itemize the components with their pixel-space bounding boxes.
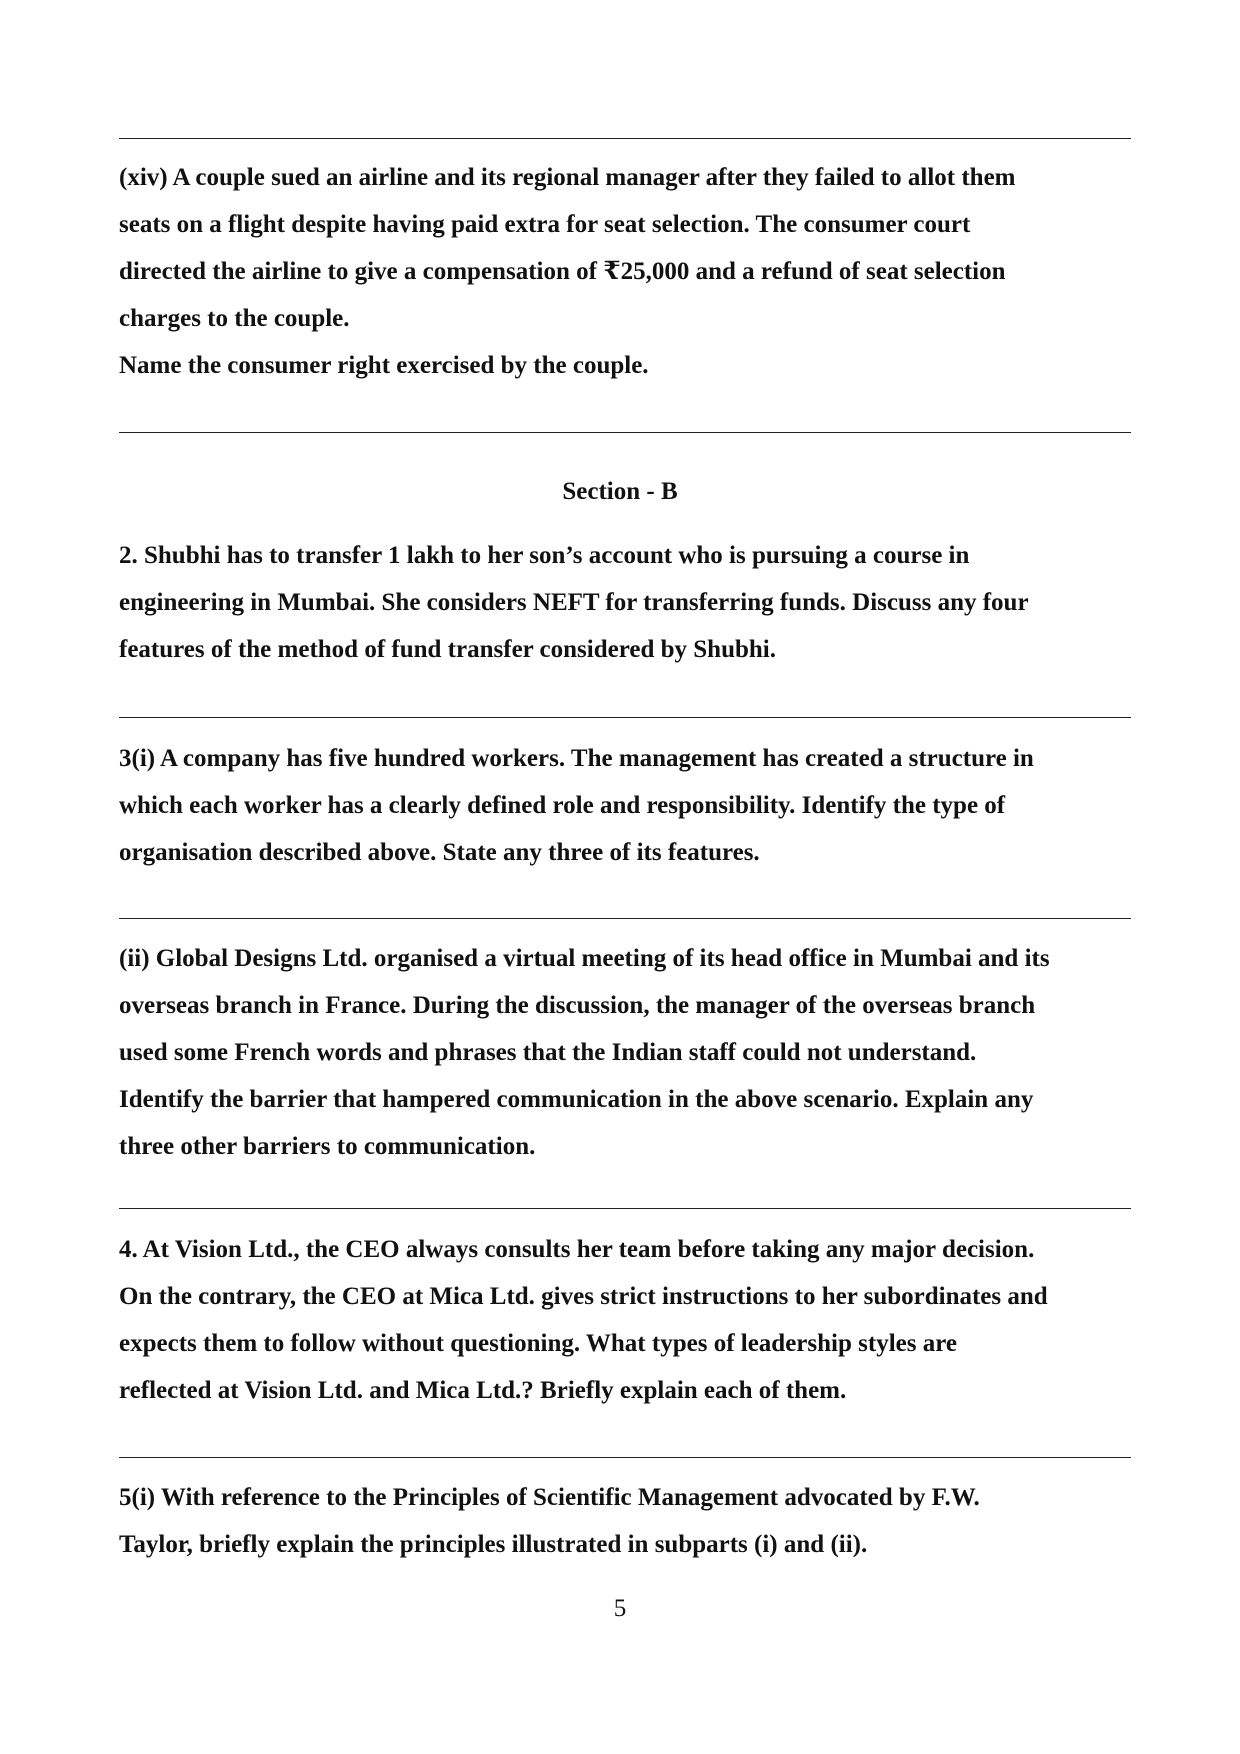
divider bbox=[119, 138, 1131, 139]
divider bbox=[119, 717, 1131, 718]
divider bbox=[119, 1457, 1131, 1458]
question-line: three other barriers to communication. bbox=[119, 1133, 536, 1160]
divider bbox=[119, 1208, 1131, 1209]
question-line: overseas branch in France. During the discussion, the manager of the overseas branch bbox=[119, 992, 1036, 1019]
question-2 bbox=[119, 532, 1131, 673]
question-line: Name the consumer right exercised by the couple. bbox=[119, 352, 649, 379]
question-line: expects them to follow without questioning. What types of leadership styles are bbox=[119, 1330, 957, 1357]
question-line: (xiv) A couple sued an airline and its regional manager after they failed to allot them bbox=[119, 164, 1016, 191]
question-line: charges to the couple. bbox=[119, 305, 350, 332]
question-line: used some French words and phrases that the Indian staff could not understand. bbox=[119, 1039, 977, 1066]
question-5i bbox=[119, 1474, 1131, 1568]
question-line: On the contrary, the CEO at Mica Ltd. gives strict instructions to her subordinates and bbox=[119, 1283, 1048, 1310]
question-line: Taylor, briefly explain the principles illustrated in subparts (i) and (ii). bbox=[119, 1531, 868, 1558]
page-number: 5 bbox=[613, 1595, 627, 1622]
question-line: (ii) Global Designs Ltd. organised a virtual meeting of its head office in Mumbai and its bbox=[119, 945, 1050, 972]
question-line: engineering in Mumbai. She considers NEFT for transferring funds. Discuss any four bbox=[119, 589, 1029, 616]
question-line: 3(i) A company has five hundred workers. The management has created a structure in bbox=[119, 745, 1034, 772]
question-3ii bbox=[119, 935, 1131, 1170]
question-line: directed the airline to give a compensation of ₹25,000 and a refund of seat selection bbox=[119, 258, 1006, 285]
question-line: Identify the barrier that hampered communication in the above scenario. Explain any bbox=[119, 1086, 1034, 1113]
question-xiv bbox=[119, 154, 1131, 389]
question-line: seats on a flight despite having paid extra for seat selection. The consumer court bbox=[119, 211, 971, 238]
question-line: reflected at Vision Ltd. and Mica Ltd.? Briefly explain each of them. bbox=[119, 1377, 847, 1404]
question-3i bbox=[119, 735, 1131, 876]
question-line: organisation described above. State any three of its features. bbox=[119, 839, 760, 866]
question-line: 4. At Vision Ltd., the CEO always consults her team before taking any major decision. bbox=[119, 1236, 1035, 1263]
question-line: 5(i) With reference to the Principles of Scientific Management advocated by F.W. bbox=[119, 1484, 980, 1511]
question-line: 2. Shubhi has to transfer 1 lakh to her son’s account who is pursuing a course in bbox=[119, 542, 970, 569]
question-line: features of the method of fund transfer considered by Shubhi. bbox=[119, 636, 776, 663]
divider bbox=[119, 432, 1131, 433]
divider bbox=[119, 918, 1131, 919]
question-line: which each worker has a clearly defined role and responsibility. Identify the type of bbox=[119, 792, 1006, 819]
section-title: Section - B bbox=[562, 478, 678, 505]
question-4 bbox=[119, 1226, 1131, 1414]
